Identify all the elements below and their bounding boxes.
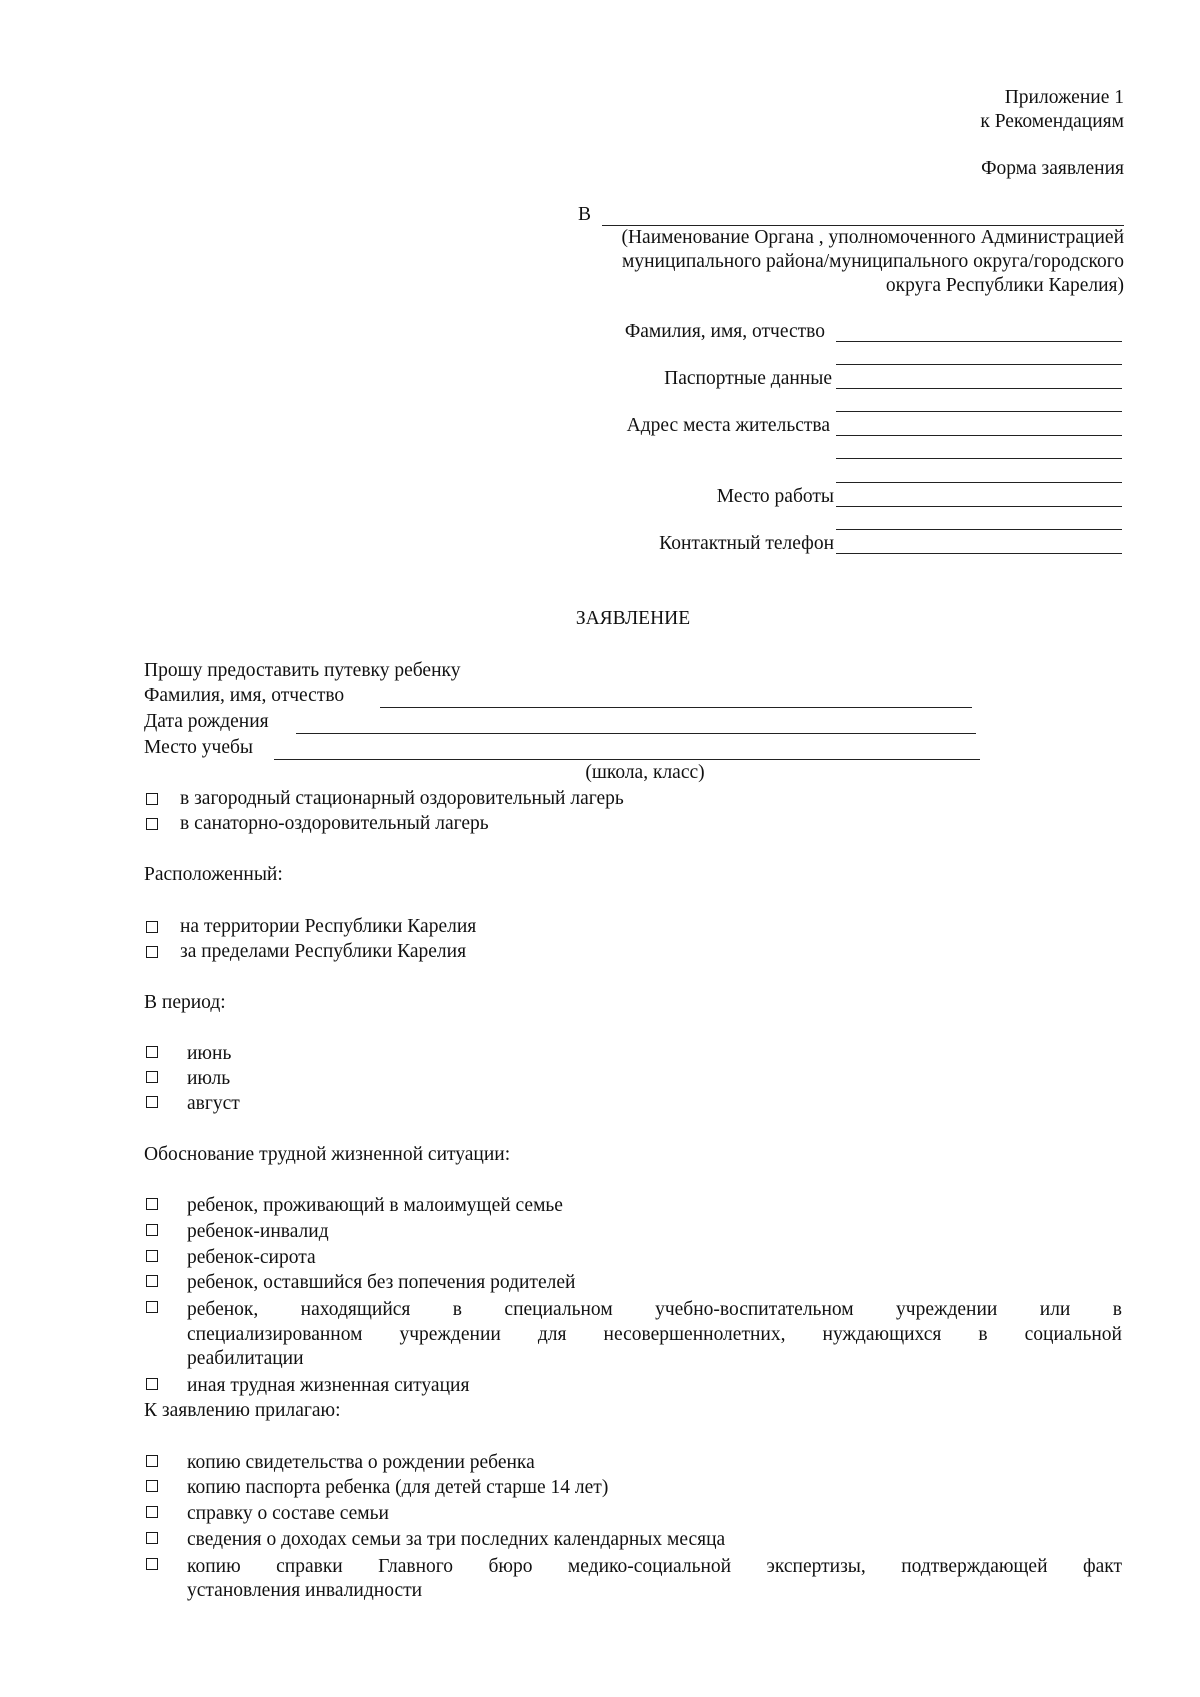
period-checkbox[interactable] — [146, 1046, 158, 1058]
justification-checkbox[interactable] — [146, 1224, 158, 1236]
recipient-note-line2: муниципального района/муниципального округа/городского — [622, 251, 1124, 272]
phone-label: Контактный телефон — [659, 533, 834, 554]
study-place-label: Место учебы — [144, 737, 254, 758]
attachment-checkbox[interactable] — [146, 1480, 158, 1492]
period-option-label: июнь — [187, 1043, 232, 1064]
child-name-label: Фамилия, имя, отчество — [144, 685, 345, 706]
workplace-field-2[interactable] — [836, 529, 1122, 530]
address-field-2[interactable] — [836, 458, 1122, 459]
applicant-name-label: Фамилия, имя, отчество — [624, 321, 825, 342]
justification-heading: Обоснование трудной жизненной ситуации: — [144, 1144, 511, 1165]
attachment-checkbox[interactable] — [146, 1532, 158, 1544]
justification-checkbox[interactable] — [146, 1378, 158, 1390]
attachment-checkbox[interactable] — [146, 1558, 158, 1570]
special-institution-line2: специализированном учреждении для несовершеннолетних, нуждающихся в социальной — [187, 1324, 1122, 1345]
justification-checkbox[interactable] — [146, 1198, 158, 1210]
passport-label: Паспортные данные — [664, 368, 832, 389]
study-place-hint: (школа, класс) — [585, 762, 705, 783]
document-title: ЗАЯВЛЕНИЕ — [575, 608, 691, 629]
applicant-name-field-2[interactable] — [836, 364, 1122, 365]
camp-type-checkbox[interactable] — [146, 818, 158, 830]
camp-type-label: в загородный стационарный оздоровительный лагерь — [180, 788, 624, 809]
passport-field[interactable] — [836, 388, 1122, 389]
birth-date-field[interactable] — [296, 733, 976, 734]
recipient-note-line3: округа Республики Карелия) — [885, 275, 1124, 296]
justification-option-label: ребенок-инвалид — [187, 1221, 329, 1242]
attachment-option-label: сведения о доходах семьи за три последних календарных месяца — [187, 1529, 726, 1550]
location-checkbox[interactable] — [146, 946, 158, 958]
period-checkbox[interactable] — [146, 1096, 158, 1108]
attachment-checkbox[interactable] — [146, 1506, 158, 1518]
study-place-field[interactable] — [274, 759, 980, 760]
attachment-option-label: справку о составе семьи — [187, 1503, 389, 1524]
camp-type-checkbox[interactable] — [146, 793, 158, 805]
justification-other-label: иная трудная жизненная ситуация — [187, 1375, 470, 1396]
appendix-reference: к Рекомендациям — [980, 111, 1124, 132]
appendix-label: Приложение 1 — [1004, 87, 1124, 108]
attachment-mse-line1: копию справки Главного бюро медико-социальной экспертизы, подтверждающей факт — [187, 1556, 1122, 1577]
form-type-label: Форма заявления — [981, 158, 1124, 179]
address-field[interactable] — [836, 435, 1122, 436]
special-institution-line1: ребенок, находящийся в специальном учебно-воспитательном учреждении или в — [187, 1299, 1122, 1320]
justification-option-label: ребенок, проживающий в малоимущей семье — [187, 1195, 563, 1216]
justification-option-label: ребенок-сирота — [187, 1247, 316, 1268]
applicant-name-field[interactable] — [836, 341, 1122, 342]
attachment-checkbox[interactable] — [146, 1455, 158, 1467]
attachment-option-label: копию паспорта ребенка (для детей старше 14 лет) — [187, 1477, 609, 1498]
phone-field[interactable] — [836, 553, 1122, 554]
address-label: Адрес места жительства — [626, 415, 830, 436]
location-option-label: за пределами Республики Карелия — [180, 941, 467, 962]
location-option-label: на территории Республики Карелия — [180, 916, 477, 937]
special-institution-line3: реабилитации — [187, 1348, 304, 1369]
workplace-field[interactable] — [836, 506, 1122, 507]
address-field-3[interactable] — [836, 482, 1122, 483]
justification-checkbox[interactable] — [146, 1250, 158, 1262]
attachment-option-label: копию свидетельства о рождении ребенка — [187, 1452, 535, 1473]
child-name-field[interactable] — [380, 707, 972, 708]
period-option-label: август — [187, 1093, 240, 1114]
birth-date-label: Дата рождения — [144, 711, 269, 732]
period-option-label: июль — [187, 1068, 231, 1089]
location-checkbox[interactable] — [146, 921, 158, 933]
attachments-heading: К заявлению прилагаю: — [144, 1400, 341, 1421]
justification-checkbox[interactable] — [146, 1301, 158, 1313]
request-intro: Прошу предоставить путевку ребенку — [144, 660, 461, 681]
justification-option-label: ребенок, оставшийся без попечения родителей — [187, 1272, 576, 1293]
camp-type-label: в санаторно-оздоровительный лагерь — [180, 813, 489, 834]
period-checkbox[interactable] — [146, 1071, 158, 1083]
attachment-mse-line2: установления инвалидности — [187, 1580, 423, 1601]
justification-checkbox[interactable] — [146, 1275, 158, 1287]
location-heading: Расположенный: — [144, 864, 283, 885]
period-heading: В период: — [144, 992, 226, 1013]
workplace-label: Место работы — [716, 486, 834, 507]
recipient-note-line1: (Наименование Органа , уполномоченного Администрацией — [621, 227, 1124, 248]
passport-field-2[interactable] — [836, 411, 1122, 412]
recipient-prefix: В — [578, 204, 592, 225]
